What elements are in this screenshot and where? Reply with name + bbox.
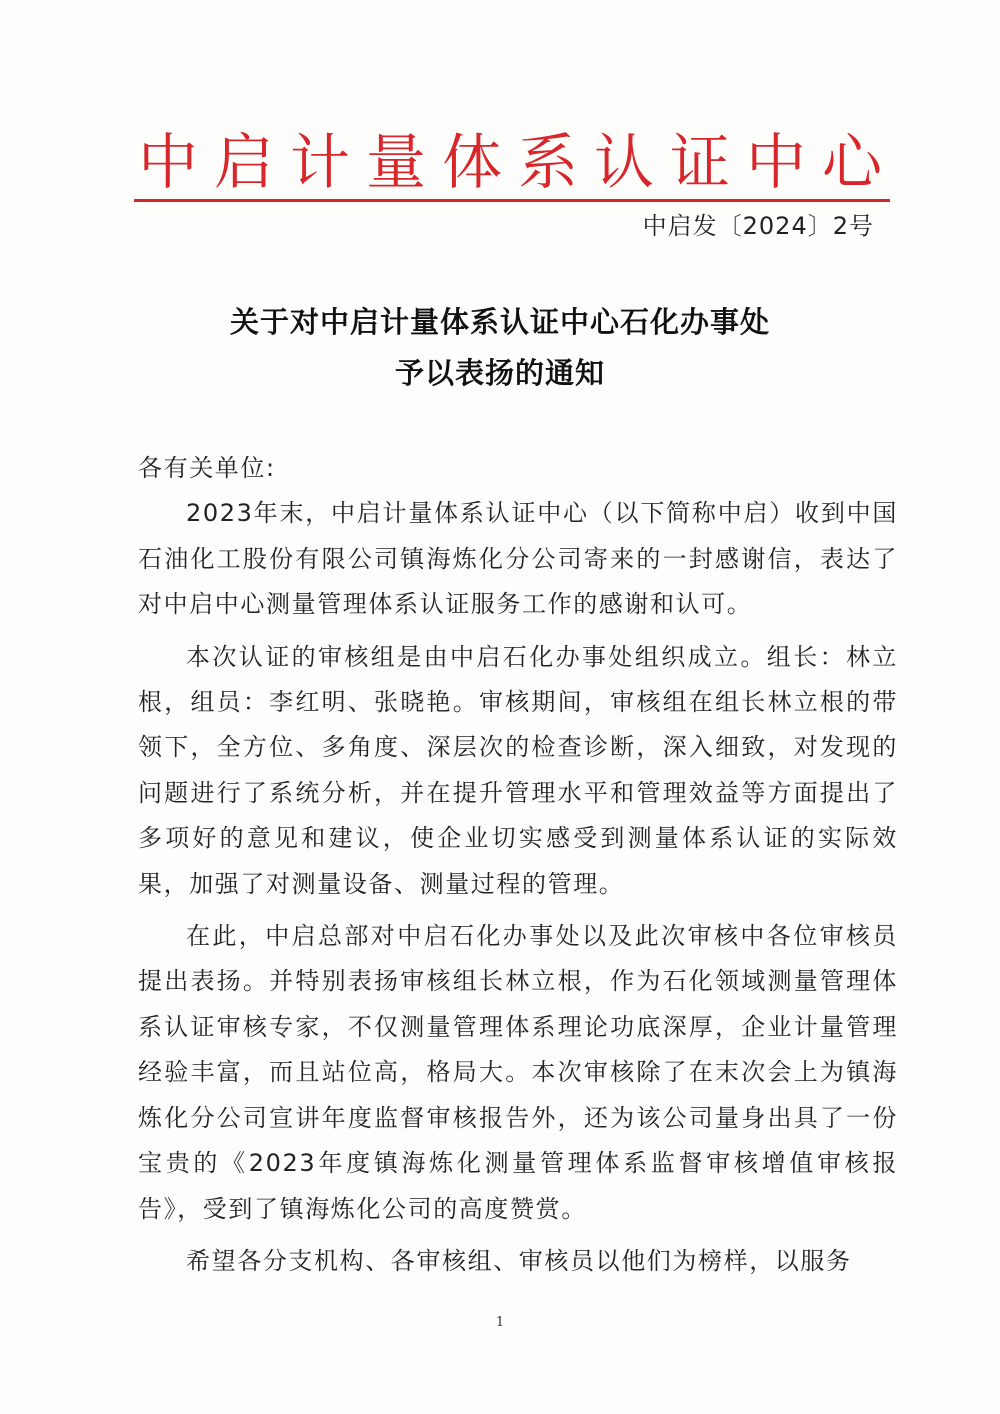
paragraph-expectation: 希望各分支机构、各审核组、审核员以他们为榜样，以服务 bbox=[186, 1246, 852, 1275]
notice-body bbox=[138, 446, 898, 1291]
notice-title-line-1: 关于对中启计量体系认证中心石化办事处 bbox=[229, 305, 770, 339]
paragraph-commendation: 在此，中启总部对中启石化办事处以及此次审核中各位审核员提出表扬。并特别表扬审核组长林立根，作为石化领域测量管理体系认证审核专家，不仅测量管理体系理论功底深厚，企业计量管理经验丰富，而且站位高，格局大。本次审核除了在末次会上为镇海炼化分公司宣讲年度监督审核报告外，还为该公司量身出具了一份宝贵的《2023年度镇海炼化测量管理体系监督审核增值审核报告》，受到了镇海炼化公司的高度赞赏。 bbox=[138, 922, 898, 1223]
letterhead-red-rule bbox=[134, 199, 890, 202]
paragraph-letter-received: 2023年末，中启计量体系认证中心（以下简称中启）收到中国石油化工股份有限公司镇海炼化分公司寄来的一封感谢信，表达了对中启中心测量管理体系认证服务工作的感谢和认可。 bbox=[138, 499, 898, 619]
salutation: 各有关单位: bbox=[138, 454, 276, 482]
page-number: 1 bbox=[495, 1315, 505, 1330]
notice-title-line-2: 予以表扬的通知 bbox=[394, 356, 605, 390]
paragraph-audit-team: 本次认证的审核组是由中启石化办事处组织成立。组长：林立根，组员：李红明、张晓艳。审核期间，审核组在组长林立根的带领下，全方位、多角度、深层次的检查诊断，深入细致，对发现的问题进行了系统分析，并在提升管理水平和管理效益等方面提出了多项好的意见和建议，使企业切实感受到测量体系认证的实际效果，加强了对测量设备、测量过程的管理。 bbox=[138, 642, 898, 898]
letterhead-org-name: 中启计量体系认证中心 bbox=[138, 128, 898, 198]
document-number: 中启发〔2024〕2号 bbox=[642, 212, 874, 240]
